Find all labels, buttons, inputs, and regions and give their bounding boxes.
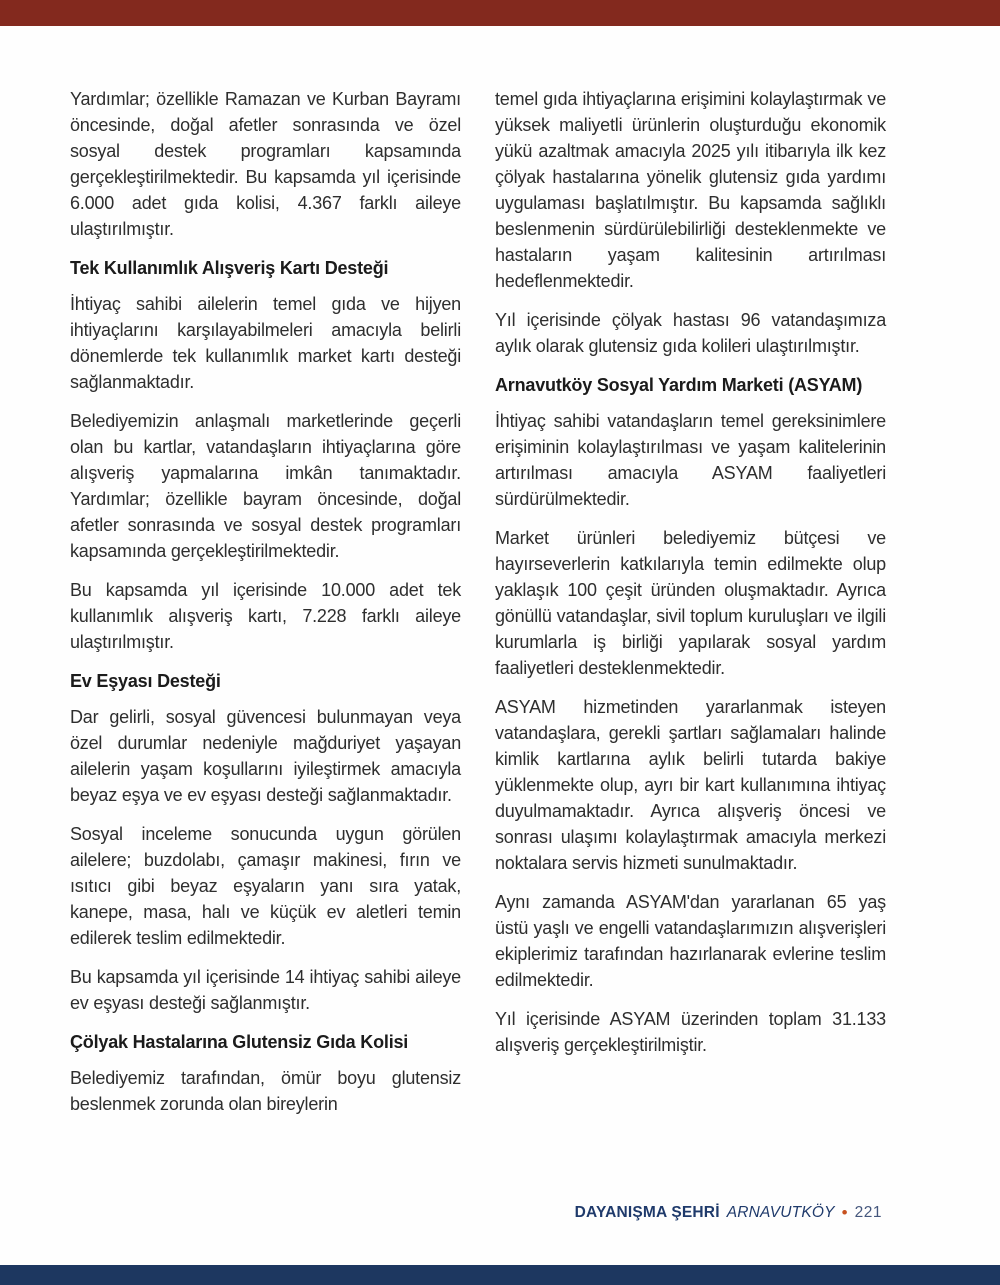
paragraph: Aynı zamanda ASYAM'dan yararlanan 65 yaş üstü yaşlı ve engelli vatandaşlarımızın alışverişleri ekiplerimiz tarafından hazırlanarak evlerine teslim edilmektedir. bbox=[495, 892, 886, 990]
paragraph: Yardımlar; özellikle Ramazan ve Kurban Bayramı öncesinde, doğal afetler sonrasında ve özel sosyal destek programları kapsamında gerçekleştirilmektedir. Bu kapsamda yıl içerisinde 6.000 adet gıda kolisi, 4.367 farklı aileye ulaştırılmıştır. bbox=[70, 89, 461, 239]
paragraph: Belediyemizin anlaşmalı marketlerinde geçerli olan bu kartlar, vatandaşların ihtiyaçlarına göre alışveriş yapmalarına imkân tanımaktadır. Yardımlar; özellikle bayram öncesinde, doğal afetler sonrasında ve sosyal destek programları kapsamında gerçekleştirilmektedir. bbox=[70, 411, 461, 561]
paragraph: İhtiyaç sahibi vatandaşların temel gereksinimlere erişiminin kolaylaştırılması ve yaşam kalitelerinin artırılması amacıyla ASYAM faaliyetleri sürdürülmektedir. bbox=[495, 411, 886, 509]
paragraph: Yıl içerisinde çölyak hastası 96 vatandaşımıza aylık olarak glutensiz gıda kolileri ulaştırılmıştır. bbox=[495, 310, 886, 356]
paragraph: Dar gelirli, sosyal güvencesi bulunmayan veya özel durumlar nedeniyle mağduriyet yaşayan ailelerin yaşam koşullarını iyileştirmek amacıyla beyaz eşya ve ev eşyası desteği sağlanmaktadır. bbox=[70, 707, 461, 805]
paragraph: Bu kapsamda yıl içerisinde 14 ihtiyaç sahibi aileye ev eşyası desteği sağlanmıştır. bbox=[70, 967, 461, 1013]
footer-bullet-icon: • bbox=[841, 1202, 848, 1222]
paragraph: İhtiyaç sahibi ailelerin temel gıda ve hijyen ihtiyaçlarını karşılayabilmeleri amacıyla belirli dönemlerde tek kullanımlık market kartı desteği sağlanmaktadır. bbox=[70, 294, 461, 392]
section-heading: Çölyak Hastalarına Glutensiz Gıda Kolisi bbox=[70, 1032, 409, 1052]
paragraph: Belediyemiz tarafından, ömür boyu glutensiz beslenmek zorunda olan bireylerin bbox=[70, 1068, 461, 1114]
paragraph: ASYAM hizmetinden yararlanmak isteyen vatandaşlara, gerekli şartları sağlamaları halinde kimlik kartlarına aylık belirli tutarda bakiye yüklenmekte olup, ayrı bir kart kullanımına ihtiyaç duyulmamaktadır. Ayrıca alışveriş öncesi ve sonrası ulaşımı kolaylaştırmak amacıyla merkezi noktalara servis hizmeti sunulmaktadır. bbox=[495, 697, 886, 873]
page-content bbox=[70, 86, 886, 1130]
top-accent-bar bbox=[0, 0, 1000, 26]
paragraph: temel gıda ihtiyaçlarına erişimini kolaylaştırmak ve yüksek maliyetli ürünlerin oluşturduğu ekonomik yükü azaltmak amacıyla 2025 yılı itibarıyla ilk kez çölyak hastalarına yönelik glutensiz gıda yardımı uygulaması başlatılmıştır. Bu kapsamda sağlıklı beslenmenin sürdürülebilirliği desteklenmekte ve hastaların yaşam kalitesinin artırılması hedeflenmektedir. bbox=[495, 89, 886, 291]
right-column bbox=[495, 86, 886, 1130]
section-heading: Tek Kullanımlık Alışveriş Kartı Desteği bbox=[70, 258, 389, 278]
footer-brand-italic: ARNAVUTKÖY bbox=[726, 1204, 835, 1221]
paragraph: Bu kapsamda yıl içerisinde 10.000 adet tek kullanımlık alışveriş kartı, 7.228 farklı aileye ulaştırılmıştır. bbox=[70, 580, 461, 652]
paragraph: Sosyal inceleme sonucunda uygun görülen ailelere; buzdolabı, çamaşır makinesi, fırın ve ısıtıcı gibi beyaz eşyaların yanı sıra yatak, kanepe, masa, halı ve küçük ev aletleri temin edilerek teslim edilmektedir. bbox=[70, 824, 461, 948]
section-heading: Ev Eşyası Desteği bbox=[70, 671, 221, 691]
paragraph: Market ürünleri belediyemiz bütçesi ve hayırseverlerin katkılarıyla temin edilmekte olup yaklaşık 100 çeşit üründen oluşmaktadır. Ayrıca gönüllü vatandaşlar, sivil toplum kuruluşları ve ilgili kurumlarla iş birliği yapılarak sosyal yardım faaliyetleri desteklenmektedir. bbox=[495, 528, 886, 678]
section-heading: Arnavutköy Sosyal Yardım Marketi (ASYAM) bbox=[495, 375, 863, 395]
footer-brand-bold: DAYANIŞMA ŞEHRİ bbox=[574, 1204, 720, 1221]
page-footer bbox=[575, 1204, 882, 1222]
footer-page-number: 221 bbox=[854, 1204, 882, 1221]
bottom-accent-bar bbox=[0, 1265, 1000, 1285]
left-column bbox=[70, 86, 461, 1130]
paragraph: Yıl içerisinde ASYAM üzerinden toplam 31.133 alışveriş gerçekleştirilmiştir. bbox=[495, 1009, 886, 1055]
